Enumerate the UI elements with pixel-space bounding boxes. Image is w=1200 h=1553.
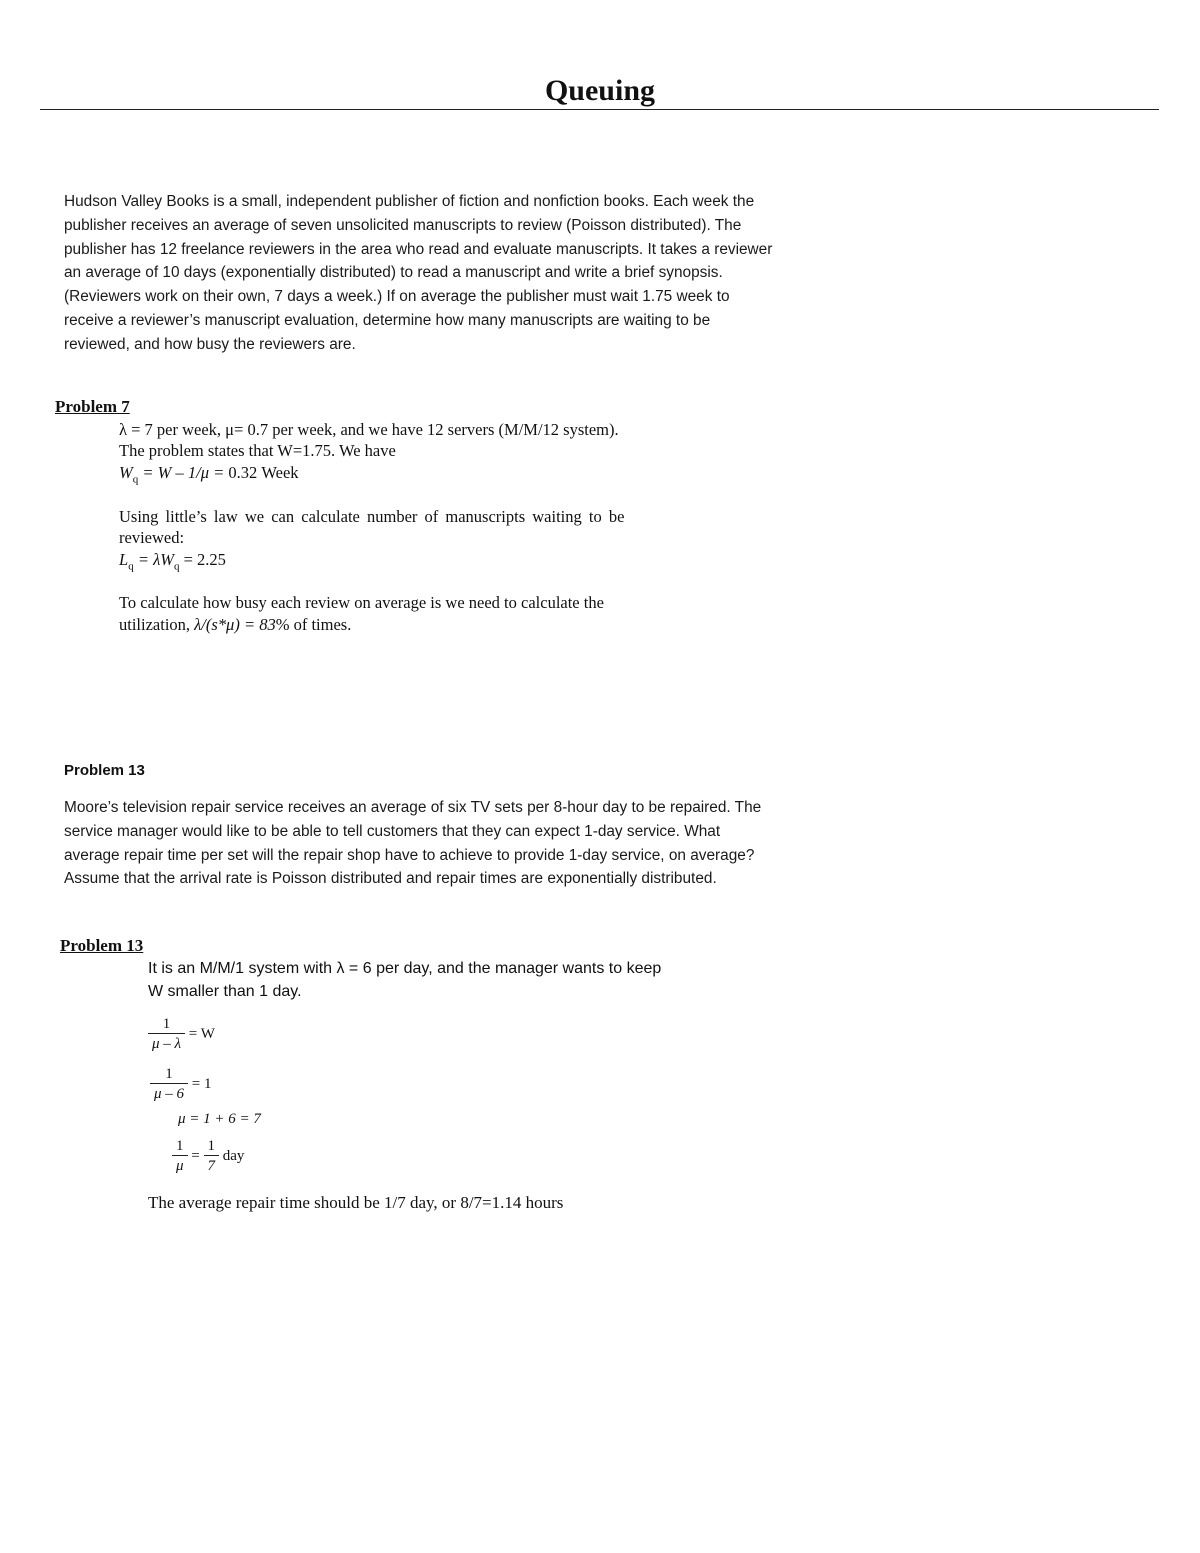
page-title: Queuing: [544, 74, 656, 107]
problem13-statement: [64, 796, 834, 891]
lq-expression: = λW: [133, 550, 174, 569]
fraction: [148, 1015, 185, 1054]
problem13-heading: Problem 13: [64, 762, 145, 779]
fraction: [172, 1137, 188, 1176]
problem13-text-line: average repair time per set will the repair shop have to achieve to provide 1-day service, on average?: [64, 846, 755, 864]
problem7-text-line: publisher receives an average of seven unsolicited manuscripts to review (Poisson distributed). The: [64, 216, 742, 234]
problem7-line4: Using little’s law we can calculate number of manuscripts waiting to be: [119, 507, 625, 526]
fraction-numerator: 1: [172, 1137, 188, 1156]
fraction-denominator: μ: [176, 1158, 184, 1174]
equation-w: [148, 1015, 215, 1054]
problem7-statement: [64, 190, 834, 357]
fraction-denominator: μ – 6: [154, 1086, 185, 1102]
lq-symbol: L: [119, 550, 129, 569]
fraction-numerator: 1: [150, 1065, 188, 1084]
wq-value: 0.32 Week: [228, 463, 299, 482]
problem13-conclusion: The average repair time should be 1/7 day, or 8/7=1.14 hours: [148, 1193, 564, 1212]
lq-value: = 2.25: [179, 550, 226, 569]
problem7-line2: The problem states that W=1.75. We have: [119, 441, 396, 460]
utilization-suffix: % of times.: [275, 615, 352, 634]
equation-service-time: [172, 1137, 244, 1176]
problem7-lq-equation: [119, 549, 226, 577]
fraction-denominator: μ – λ: [152, 1036, 182, 1052]
problem7-text-line: publisher has 12 freelance reviewers in the area who read and evaluate manuscripts. It takes a reviewer: [64, 240, 773, 258]
problem7-wq-equation: [119, 462, 299, 490]
lq-subscript-2: q: [173, 560, 180, 573]
problem13-text-line: Assume that the arrival rate is Poisson distributed and repair times are exponentially distributed.: [64, 870, 717, 888]
utilization-expression: λ/(s*μ) = 83: [194, 615, 276, 634]
problem7-line5: reviewed:: [119, 528, 185, 547]
utilization-prefix: utilization,: [119, 615, 195, 634]
fraction-denominator: 7: [207, 1158, 215, 1174]
problem13-line2: W smaller than 1 day.: [148, 983, 302, 1000]
problem13-text-line: service manager would like to be able to tell customers that they can expect 1-day service. What: [64, 822, 721, 840]
equals-sign: =: [191, 1147, 200, 1164]
problem7-text-line: an average of 10 days (exponentially distributed) to read a manuscript and write a brief synopsis.: [64, 264, 723, 282]
fraction: [150, 1065, 188, 1104]
equation-mu-value: μ = 1 + 6 = 7: [178, 1111, 261, 1127]
lq-subscript: q: [128, 560, 134, 573]
problem7-text-line: receive a reviewer’s manuscript evaluation, determine how many manuscripts are waiting to be: [64, 311, 711, 329]
problem7-line1: λ = 7 per week, μ= 0.7 per week, and we have 12 servers (M/M/12 system).: [119, 420, 619, 439]
wq-expression: = W – 1/μ =: [138, 463, 229, 482]
equation-rhs: = W: [188, 1025, 215, 1042]
problem13-text-line: Moore’s television repair service receives an average of six TV sets per 8-hour day to be repaired. The: [64, 799, 762, 816]
problem7-utilization-line: [119, 614, 351, 636]
wq-subscript: q: [132, 473, 139, 486]
problem7-text-line: reviewed, and how busy the reviewers are.: [64, 335, 356, 353]
problem7-text-line: (Reviewers work on their own, 7 days a week.) If on average the publisher must wait 1.75 week to: [64, 288, 730, 306]
problem7-solution-heading: Problem 7: [55, 397, 130, 416]
fraction-numerator: 1: [204, 1137, 220, 1156]
title-underline: [40, 109, 1159, 110]
fraction-numerator: 1: [148, 1015, 185, 1034]
problem7-line7: To calculate how busy each review on average is we need to calculate the: [119, 593, 604, 612]
problem7-text-line: Hudson Valley Books is a small, independent publisher of fiction and nonfiction books. Each week the: [64, 193, 755, 210]
equation-rhs: = 1: [191, 1075, 212, 1092]
equation-mu: [150, 1065, 212, 1104]
fraction: [204, 1137, 220, 1176]
problem13-line1: It is an M/M/1 system with λ = 6 per day, and the manager wants to keep: [148, 960, 662, 977]
wq-symbol: W: [119, 463, 133, 482]
problem13-solution-heading: Problem 13: [60, 936, 144, 955]
unit-day: day: [222, 1147, 245, 1164]
